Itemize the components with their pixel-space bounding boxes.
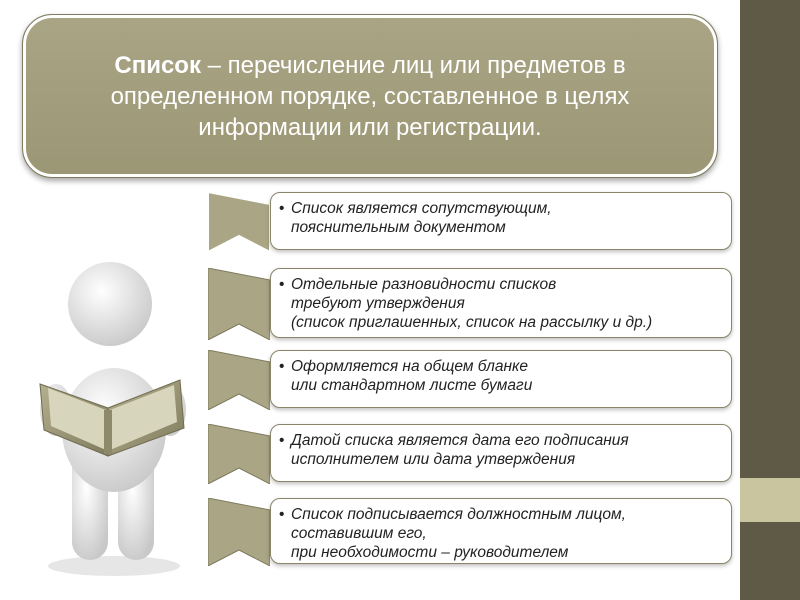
list-row-2 [208,268,736,338]
list-row-5 [208,498,736,564]
list-row-3 [208,350,736,408]
definition-text [60,50,680,143]
list-item-text: Список является сопутствующим, пояснительным документом [291,200,552,236]
chevron-down-icon [208,424,270,484]
bullet-icon: • [279,506,285,523]
chevron-down-icon [208,192,270,252]
definition-term: Список [114,51,201,79]
list-item-text: Датой списка является дата его подписания исполнителем или дата утверждения [291,432,629,468]
list-item [270,498,732,564]
list-item [270,424,732,482]
list-item-text: Оформляется на общем бланке или стандартном листе бумаги [291,358,533,394]
list-row-4 [208,424,736,482]
list-item [270,192,732,250]
list-item-text: Список подписывается должностным лицом, составившим его, при необходимости – руководителем [291,506,626,561]
definition-body: – перечисление лиц или предметов в определенном порядке, составленное в целях информации или регистрации. [110,51,630,141]
bullet-icon: • [279,432,285,449]
chevron-down-icon [208,268,270,340]
bullet-icon: • [279,276,285,293]
bullet-icon: • [279,200,285,217]
chevron-down-icon [208,498,270,566]
list-item-text: Отдельные разновидности списков требуют утверждения (список приглашенных, список на рассылку и др.) [291,276,653,331]
list-row-1 [208,192,736,250]
list-item [270,350,732,408]
bullet-icon: • [279,358,285,375]
definition-box [22,14,718,178]
person-reading-book-icon [34,260,194,580]
side-accent [740,478,800,522]
list-item [270,268,732,338]
chevron-down-icon [208,350,270,410]
